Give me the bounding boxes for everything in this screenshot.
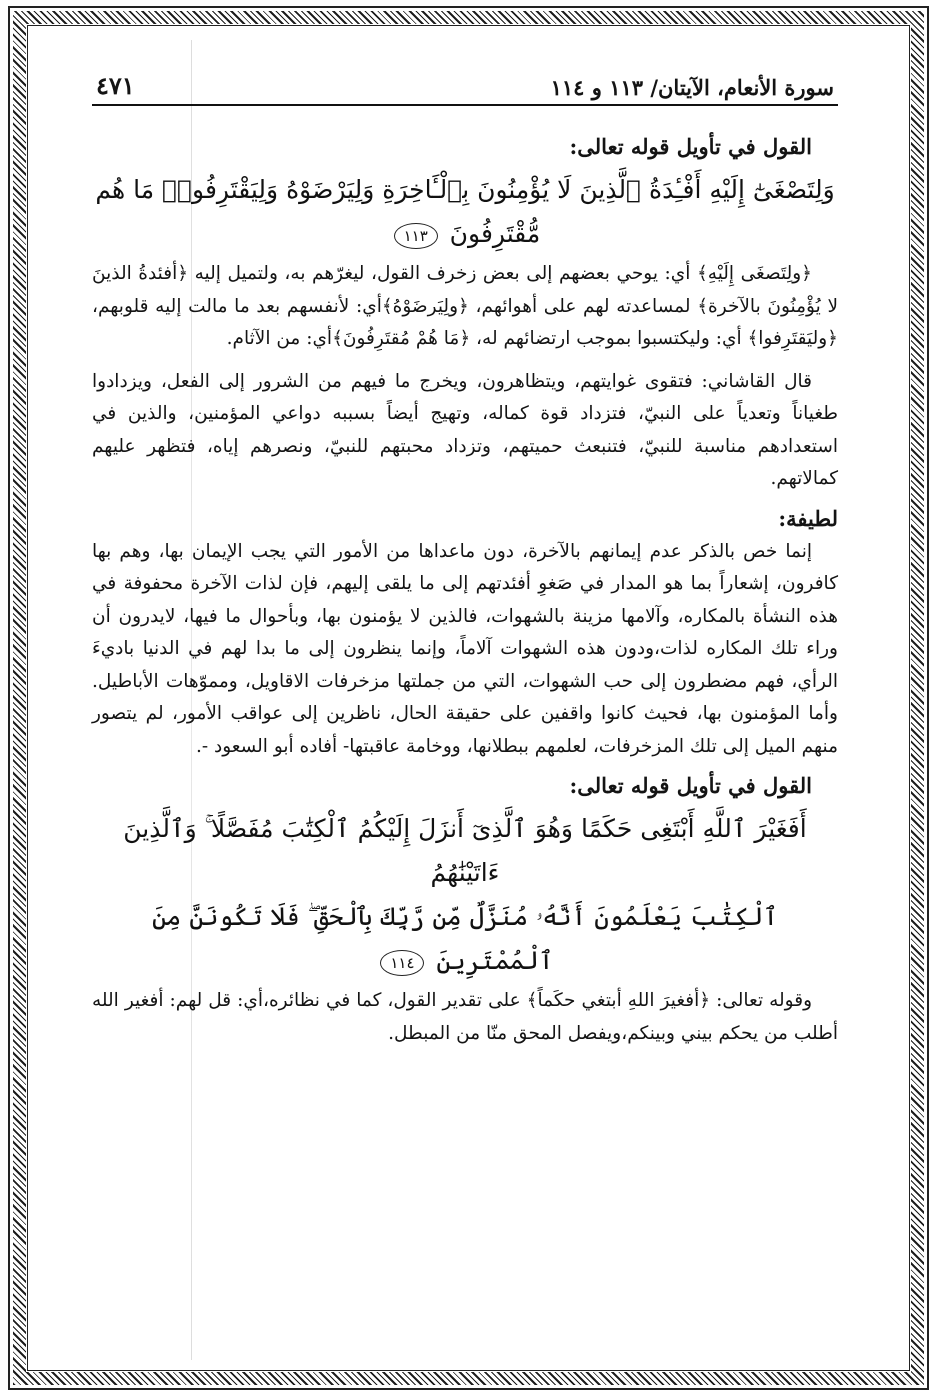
verse-line-2-text: ٱلْكِتَٰبَ يَعْلَمُونَ أَنَّهُۥ مُنَزَّلٌ مِّن رَّبِّكَ بِٱلْحَقِّ ۖ فَلَا تَكُونَنَّ مِنَ ٱلْمُمْتَرِينَ [151, 902, 778, 975]
section-heading-1: القول في تأويل قوله تعالى: [569, 134, 812, 159]
tafsir-paragraph-2: وقوله تعالى: ﴿أفغيرَ اللهِ أبتغي حكَماً﴾ على تقدير القول، كما في نظائره،أي: قل لهم: أفغير الله أطلب من يحكم بيني وبينكم،ويفصل المحق منّا من المبطل. [92, 990, 838, 1044]
verse-line-1: وَلِتَصْغَىٰٓ إِلَيْهِ أَفْـِٔدَةُ ٱلَّذِينَ لَا يُؤْمِنُونَ بِٱلْـَٔاخِرَةِ وَلِيَرْضَوْهُ وَلِيَقْتَرِفُوا۟ مَا هُم [95, 175, 835, 204]
qashani-paragraph: قال القاشاني: فتقوى غوايتهم، ويتظاهرون، ويخرج ما فيهم من الشرور إلى الفعل، ويزدادوا طغياناً وتعدياً على النبيّ، فتزداد قوة كماله، وتهيج أيضاً بسببه دواعي المؤمنين، والذين في استعدادهم مناسبة للنبيّ، فتنبعث حميتهم، وتزداد محبتهم للنبيّ، ونصرهم إياه، فتظهر عليهم كمالاتهم. [92, 370, 838, 489]
verse-line-2-text: مُّقْتَرِفُونَ [449, 219, 541, 248]
ayah-number-marker: ١١٤ [380, 950, 424, 976]
tafsir-paragraph-1: ﴿ولِتَصغَى إِلَيْهِ﴾ أي: يوحي بعضهم إلى بعض زخرف القول، ليغرّهم به، ولتميل إليه ﴿أفئدةُ الذينَ لا يُؤْمِنُونَ بالآخرة﴾ لمساعدته لهم على أهوائهم، ﴿ولِيَرضَوْهُ﴾أي: لأنفسهم بعد ما مالت إليه قلوبهم، ﴿وليَقتَرِفوا﴾ أي: وليكتسبوا بموجب ارتضائهم له، ﴿مَا هُمْ مُقتَرِفُونَ﴾أي: من الآثام. [92, 263, 838, 349]
section-heading-2: القول في تأويل قوله تعالى: [569, 773, 812, 798]
verse-line-1: أَفَغَيْرَ ٱللَّهِ أَبْتَغِى حَكَمًا وَهُوَ ٱلَّذِىٓ أَنزَلَ إِلَيْكُمُ ٱلْكِتَٰبَ مُفَصَّلًا ۚ وَٱلَّذِينَ ءَاتَيْنَٰهُمُ [123, 814, 807, 887]
header-title: سورة الأنعام، الآيتان/ ١١٣ و ١١٤ [550, 75, 834, 100]
page-number: ٤٧١ [96, 71, 135, 100]
ayah-number-marker: ١١٣ [394, 223, 438, 249]
quran-verse-113 [92, 168, 838, 256]
verse-line-2 [92, 895, 838, 983]
running-header [92, 60, 838, 106]
book-page [92, 60, 838, 1320]
lataif-heading: لطيفة: [778, 505, 838, 531]
quran-verse-114 [92, 807, 838, 983]
lataif-paragraph: إنما خص بالذكر عدم إيمانهم بالآخرة، دون ماعداها من الأمور التي يجب الإيمان بها، وهم بها كافرون، إشعاراً بما هو المدار في صَغوِ أفئدتهم إلى ما يلقى إليهم، فإن لذات الآخرة محفوفة في هذه النشأة بالمكاره، وآلامها مزينة بالشهوات، فالذين لا يؤمنون بها، وبأحوال ما فيها، لايدرون أن وراء تلك المكاره لذات،ودون هذه الشهوات آلاماً، وإنما ينظرون إلى ما بدا لهم في الدنيا باديءَ الرأي، فهم مضطرون إلى حب الشهوات، التي من جملتها مزخرفات الاقاويل، ومموّهات الأباطيل. وأما المؤمنون بها، فحيث كانوا واقفين على حقيقة الحال، ناظرين إلى عواقب الأمور، لم يتصور منهم الميل إلى تلك المزخرفات، لعلمهم ببطلانها، ووخامة عاقبتها- أفاده أبو السعود -. [92, 540, 838, 757]
verse-line-2 [92, 212, 838, 256]
